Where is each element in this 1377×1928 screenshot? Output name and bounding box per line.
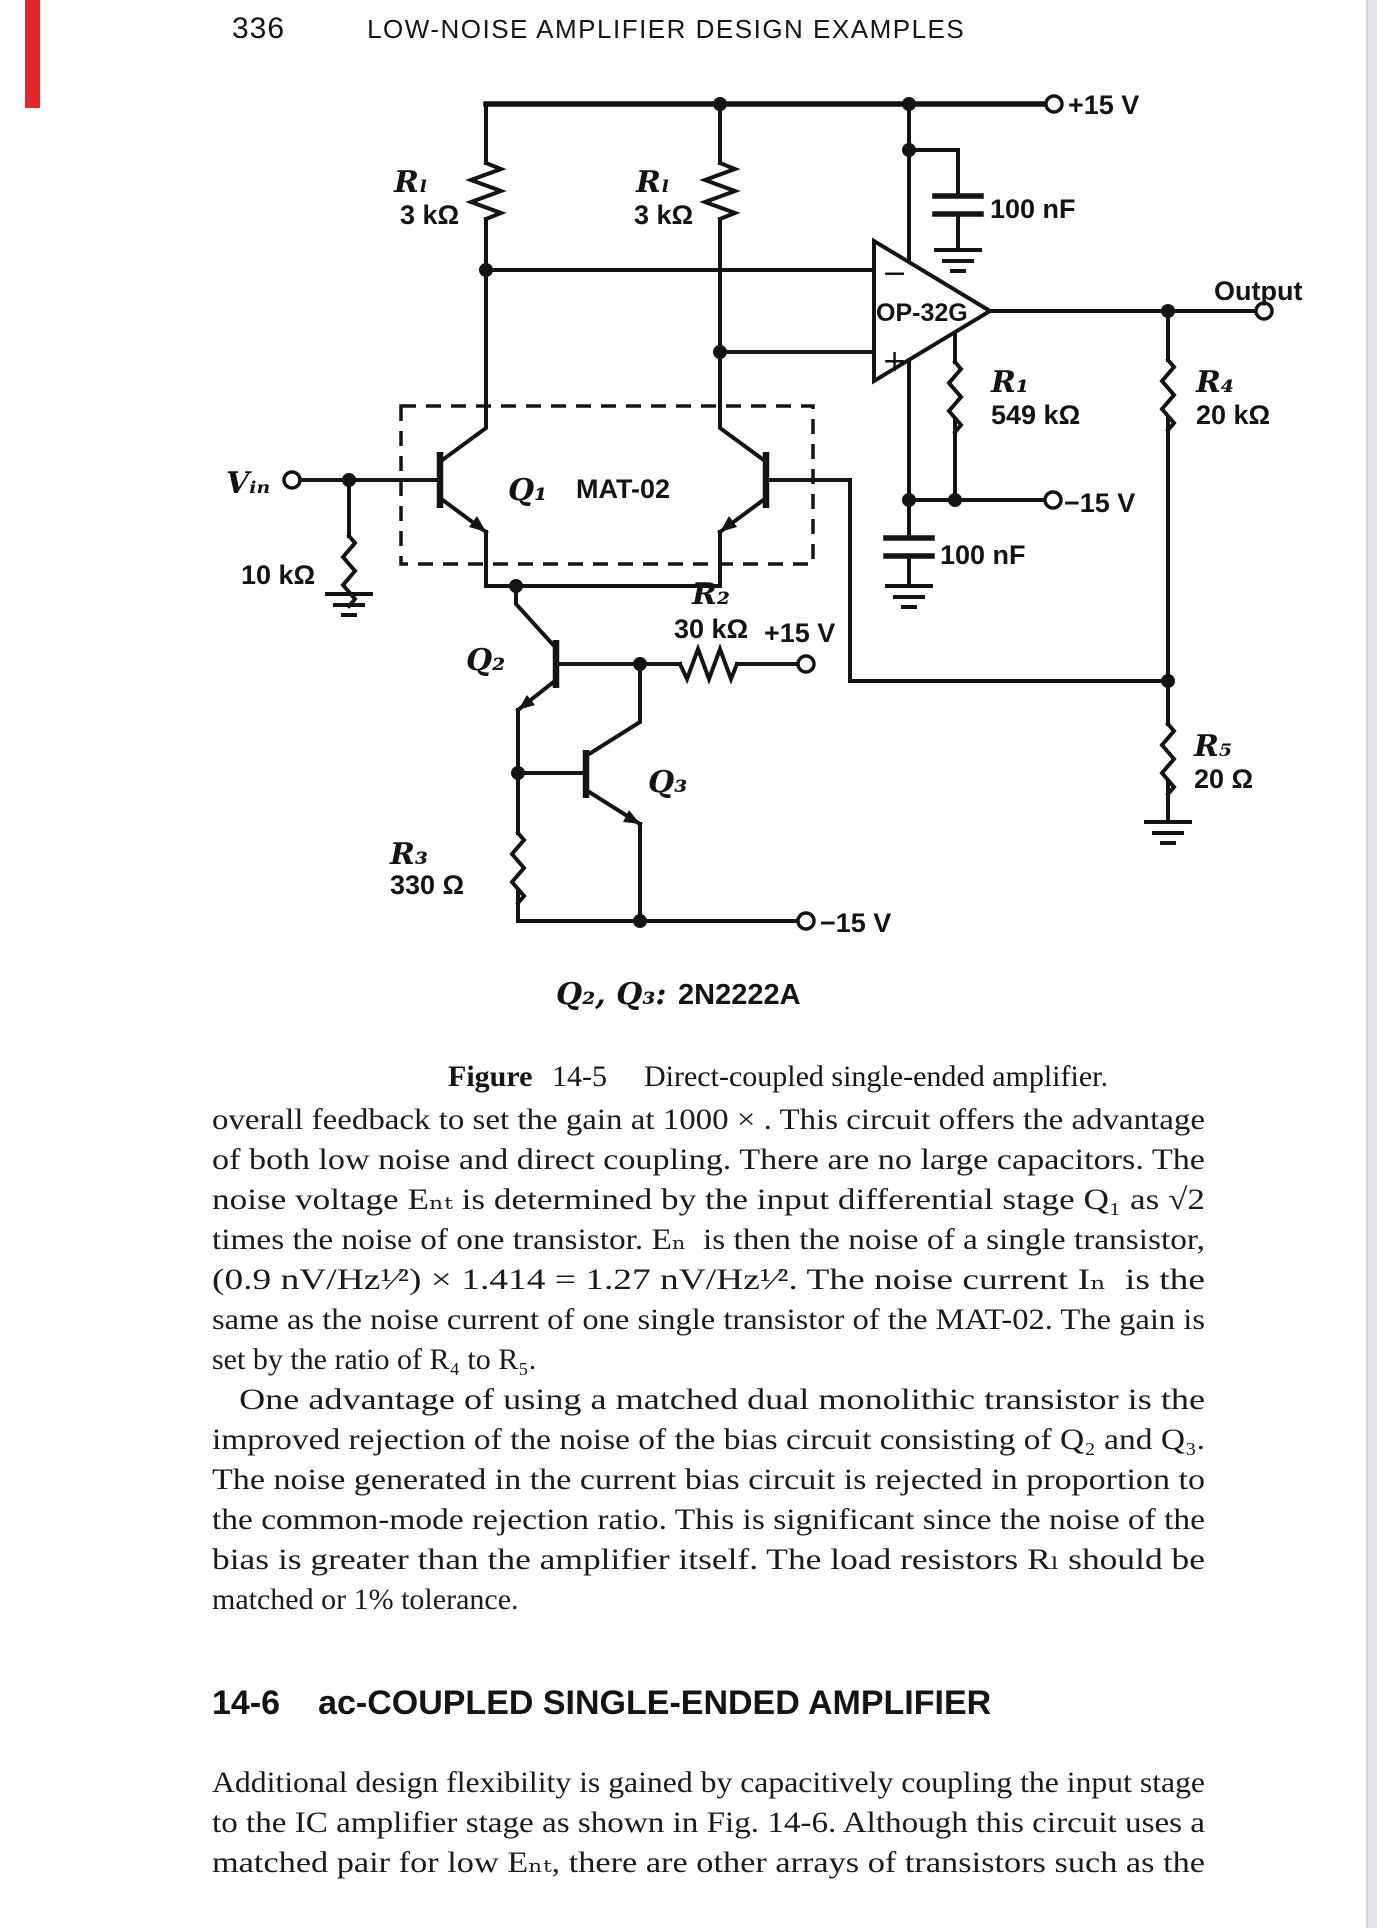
- figure-caption: [448, 1060, 1108, 1093]
- running-head: LOW-NOISE AMPLIFIER DESIGN EXAMPLES: [367, 14, 966, 44]
- power-rail-top: [486, 96, 1062, 112]
- page-number: 336: [232, 12, 286, 45]
- r1-value: 549 kΩ: [991, 400, 1081, 430]
- feedback-resistor-r4: [1162, 311, 1174, 681]
- p1-line3: noise voltage Eₙₜ is determined by the input differential stage Q₁ as √2: [212, 1183, 1205, 1216]
- p1-line5: (0.9 nV/Hz¹⁄²) × 1.414 = 1.27 nV/Hz¹⁄². The noise current Iₙ is the: [212, 1263, 1205, 1296]
- opamp-minus-sign: −: [882, 256, 908, 291]
- q1-left-transistor: [440, 452, 486, 586]
- minus15v-terminal-mid: [1045, 492, 1061, 508]
- p2-line6: matched or 1% tolerance.: [212, 1583, 519, 1616]
- r3-value: 330 Ω: [390, 870, 465, 900]
- bias-resistor-r3: [512, 773, 524, 921]
- q1-designator: Q₁: [508, 473, 548, 508]
- r3-designator: R₃: [390, 837, 429, 872]
- vin-label: Vᵢₙ: [226, 466, 271, 501]
- r2-designator: R₂: [692, 577, 731, 612]
- r1-designator: R₁: [991, 365, 1030, 400]
- opamp-supply-bottom: [886, 358, 932, 607]
- r5-value: 20 Ω: [1194, 764, 1254, 794]
- opamp-supply-top: [909, 104, 981, 271]
- plus15v-terminal-top: [1046, 96, 1062, 112]
- r4-designator: R₄: [1196, 365, 1235, 400]
- plus15v-terminal-r2: [798, 656, 814, 672]
- vin-terminal: [284, 472, 300, 488]
- q2-designator: Q₂: [466, 643, 506, 678]
- p1-line2: of both low noise and direct coupling. There are no large capacitors. The: [212, 1143, 1205, 1176]
- figure-caption-text: Direct-coupled single-ended amplifier.: [644, 1060, 1108, 1093]
- wire-q1-left-collector: [441, 270, 486, 461]
- q2-transistor: [516, 586, 680, 773]
- cap2-value: 100 nF: [940, 540, 1026, 570]
- rl2-value: 3 kΩ: [634, 200, 694, 230]
- rl1-value: 3 kΩ: [400, 200, 460, 230]
- q1-right-transistor: [720, 452, 766, 586]
- vin-input-network: [284, 472, 440, 615]
- section-heading: [212, 1684, 991, 1723]
- cap1-value: 100 nF: [990, 194, 1076, 224]
- rl2-designator: Rₗ: [636, 165, 670, 200]
- p1-line6: same as the noise current of one single transistor of the MAT-02. The gain is: [212, 1303, 1205, 1336]
- section-number: 14-6: [212, 1684, 281, 1722]
- paragraph-1: [212, 1100, 1205, 1380]
- plus15v-top-label: +15 V: [1068, 90, 1140, 120]
- p2-line4: the common-mode rejection ratio. This is significant since the noise of the: [212, 1503, 1205, 1536]
- q3-designator: Q₃: [648, 765, 688, 800]
- plus15v-r2-label: +15 V: [764, 618, 836, 648]
- p2-line2: improved rejection of the noise of the bias circuit consisting of Q₂ and Q₃.: [212, 1423, 1205, 1456]
- p1-line4: times the noise of one transistor. Eₙ is then the noise of a single transistor,: [212, 1223, 1205, 1256]
- transistor-note-designators: Q₂, Q₃:: [556, 977, 667, 1012]
- p1-line1: overall feedback to set the gain at 1000 × . This circuit offers the advantage: [212, 1103, 1205, 1136]
- minus15v-mid-label: −15 V: [1064, 488, 1136, 518]
- r2-value: 30 kΩ: [674, 614, 749, 644]
- minus15v-rail-mid: [909, 492, 1061, 508]
- feedback-resistor-r1: [949, 330, 961, 500]
- p3-line2: to the IC amplifier stage as shown in Fig. 14-6. Although this circuit uses a: [212, 1806, 1205, 1839]
- bias-resistor-r2: [680, 649, 814, 679]
- minus15v-rail-bottom: [518, 913, 814, 929]
- p3-line3: matched pair for low Eₙₜ, there are other arrays of transistors such as the: [212, 1846, 1205, 1879]
- figure-caption-label: Figure: [448, 1060, 533, 1093]
- load-resistor-rl1: [471, 104, 501, 270]
- minus15v-bottom-label: −15 V: [820, 908, 892, 938]
- p1-line7: set by the ratio of R₄ to R₅.: [212, 1343, 537, 1376]
- q1-type-label: MAT-02: [576, 474, 671, 504]
- section-title: ac-COUPLED SINGLE-ENDED AMPLIFIER: [318, 1684, 992, 1722]
- r4-value: 20 kΩ: [1196, 400, 1271, 430]
- paragraph-3: [212, 1763, 1205, 1883]
- p3-line1: Additional design flexibility is gained by capacitively coupling the input stage: [212, 1766, 1205, 1799]
- opamp-plus-sign: +: [882, 344, 908, 379]
- rin-value: 10 kΩ: [241, 560, 316, 590]
- rl1-designator: Rₗ: [394, 165, 428, 200]
- feedback-resistor-r5: [1146, 681, 1190, 843]
- p2-line1: One advantage of using a matched dual monolithic transistor is the: [212, 1383, 1205, 1416]
- r5-designator: R₅: [1194, 729, 1233, 764]
- q3-transistor: [518, 664, 640, 921]
- load-resistor-rl2: [705, 104, 735, 352]
- p2-line5: bias is greater than the amplifier itself. The load resistors Rₗ should be: [212, 1543, 1205, 1576]
- p2-line3: The noise generated in the current bias circuit is rejected in proportion to: [212, 1463, 1205, 1496]
- transistor-note-value: 2N2222A: [678, 979, 801, 1011]
- paragraph-2: [212, 1380, 1205, 1620]
- figure-caption-number: 14-5: [552, 1060, 607, 1093]
- output-label: Output: [1214, 276, 1303, 306]
- minus15v-terminal-bottom: [798, 913, 814, 929]
- opamp-type-label: OP-32G: [876, 299, 968, 327]
